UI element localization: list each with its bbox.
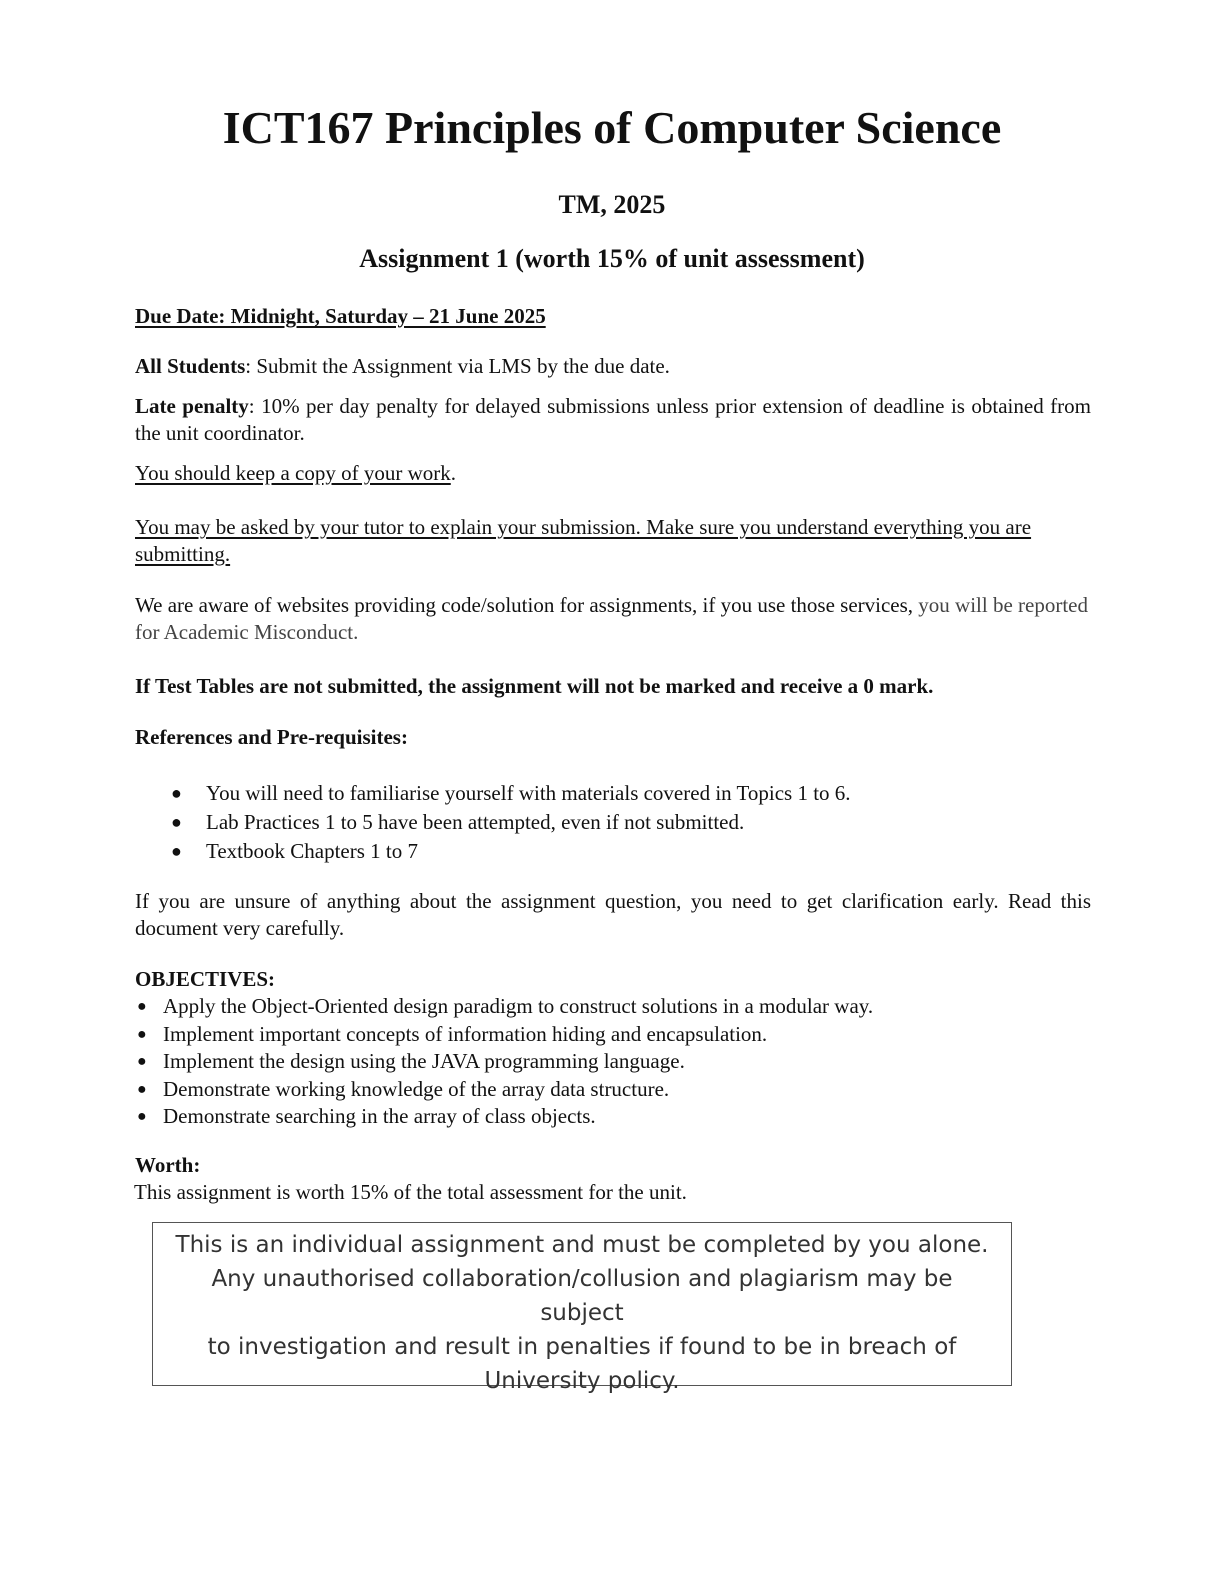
notice-line: This is an individual assignment and must be completed by you alone. xyxy=(175,1232,989,1258)
all-students-paragraph xyxy=(135,353,1091,380)
worth-heading: Worth: xyxy=(135,1153,201,1177)
clarification-paragraph: If you are unsure of anything about the assignment question, you need to get clarification early. Read this document very carefully. xyxy=(135,889,1091,940)
bullet-icon: ● xyxy=(137,1025,147,1043)
due-date: Due Date: Midnight, Saturday – 21 June 2025 xyxy=(135,304,546,328)
list-item: ● You will need to familiarise yourself with materials covered in Topics 1 to 6. xyxy=(135,779,1091,808)
bullet-icon: ● xyxy=(171,812,182,832)
list-item: ● Lab Practices 1 to 5 have been attempted, even if not submitted. xyxy=(135,808,1091,837)
keep-copy-text: You should keep a copy of your work xyxy=(135,461,451,485)
keep-copy-suffix: . xyxy=(450,461,456,485)
notice-line: University policy. xyxy=(484,1368,680,1394)
individual-assignment-notice xyxy=(152,1222,1012,1394)
all-students-text: : Submit the Assignment via LMS by the due date. xyxy=(245,354,670,378)
test-tables-warning: If Test Tables are not submitted, the assignment will not be marked and receive a 0 mark. xyxy=(135,674,934,698)
all-students-label: All Students xyxy=(135,354,246,378)
misconduct-text-grey: you will be reported for Academic Misconduct. xyxy=(135,593,1088,644)
misconduct-paragraph xyxy=(135,592,1091,646)
references-heading: References and Pre-requisites: xyxy=(135,725,408,749)
bullet-icon: ● xyxy=(137,1080,147,1098)
list-item: ● Textbook Chapters 1 to 7 xyxy=(135,837,1091,866)
session-label: TM, 2025 xyxy=(558,190,666,219)
list-item: ● Demonstrate working knowledge of the array data structure. xyxy=(135,1076,1091,1104)
bullet-icon: ● xyxy=(137,1108,147,1125)
objectives-list xyxy=(135,993,1091,1131)
bullet-icon: ● xyxy=(137,1053,147,1070)
list-item: ● Implement the design using the JAVA programming language. xyxy=(135,1048,1091,1076)
bullet-icon: ● xyxy=(171,783,182,803)
explain-submission-notice: You may be asked by your tutor to explain your submission. Make sure you understand everything you are submitting. xyxy=(135,515,1032,566)
notice-line: Any unauthorised collaboration/collusion and plagiarism may be subject xyxy=(211,1266,953,1326)
bullet-icon: ● xyxy=(137,998,147,1015)
assignment-heading: Assignment 1 (worth 15% of unit assessment) xyxy=(359,244,865,273)
list-item: ● Apply the Object-Oriented design paradigm to construct solutions in a modular way. xyxy=(135,993,1091,1021)
late-penalty-label: Late penalty xyxy=(135,394,249,418)
list-item: ● Demonstrate searching in the array of class objects. xyxy=(135,1103,1091,1131)
objectives-heading: OBJECTIVES: xyxy=(135,967,276,991)
keep-copy-paragraph xyxy=(135,460,1091,487)
notice-line: to investigation and result in penalties if found to be in breach of xyxy=(207,1334,957,1360)
late-penalty-paragraph xyxy=(135,393,1091,447)
list-item: ● Implement important concepts of information hiding and encapsulation. xyxy=(135,1021,1091,1049)
late-penalty-text: : 10% per day penalty for delayed submissions unless prior extension of deadline is obtained from the unit coordinator. xyxy=(135,394,1091,445)
references-list xyxy=(135,779,1091,866)
bullet-icon: ● xyxy=(171,841,182,861)
misconduct-text: We are aware of websites providing code/solution for assignments, if you use those services, xyxy=(135,593,914,617)
document-title: ICT167 Principles of Computer Science xyxy=(222,102,1002,153)
worth-text: This assignment is worth 15% of the total assessment for the unit. xyxy=(134,1180,687,1204)
